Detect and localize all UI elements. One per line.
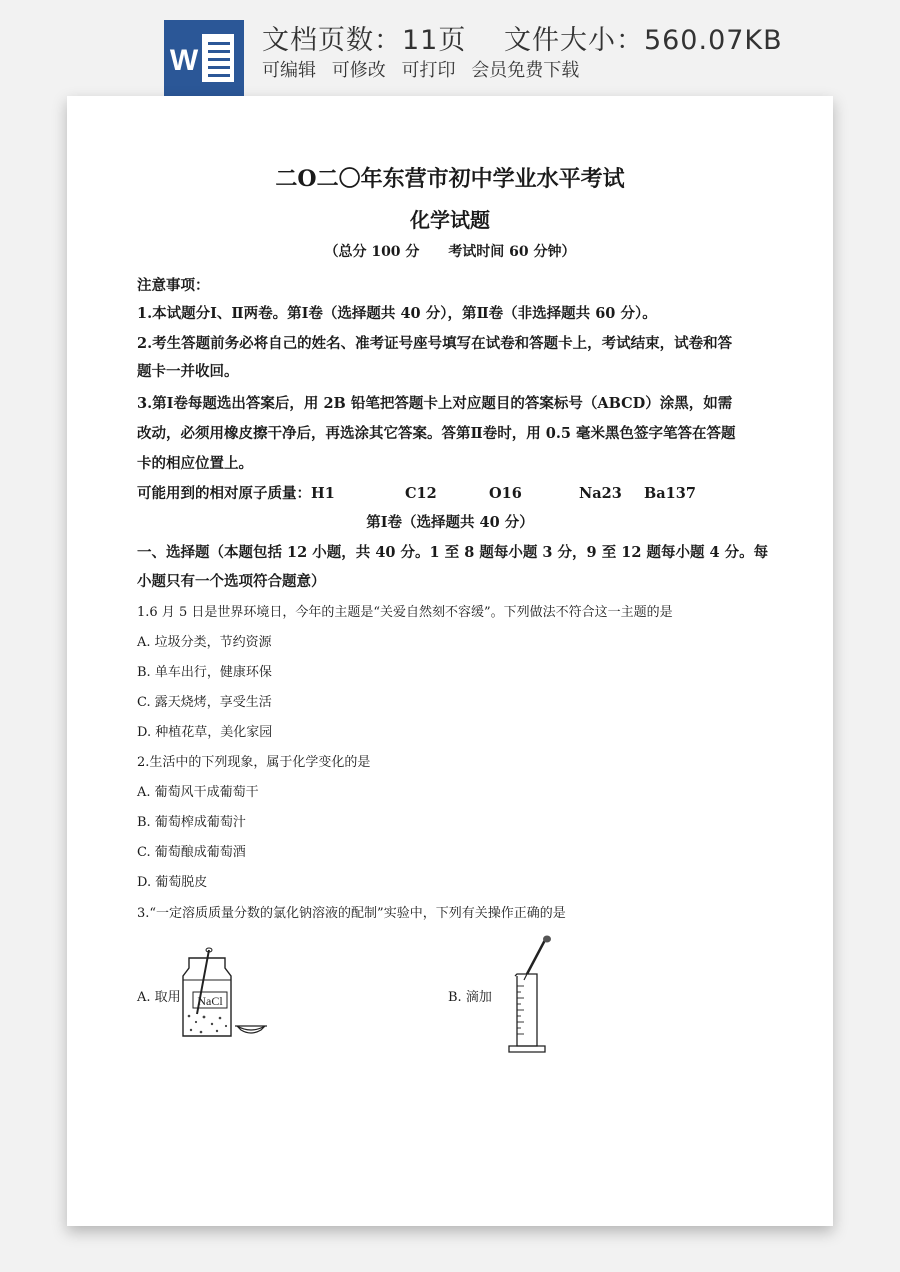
total-score: （总分 100 分 <box>324 244 420 260</box>
question-1-option-a: A. 垃圾分类，节约资源 <box>137 635 272 650</box>
notice-heading: 注意事项： <box>137 277 210 294</box>
feature-printable: 可打印 <box>401 60 456 81</box>
exam-subtitle: 化学试题 <box>410 208 490 232</box>
feature-editable: 可编辑 <box>262 60 316 81</box>
notice-line: 卡的相应位置上。 <box>137 455 253 472</box>
notice-line: 改动，必须用橡皮擦干净后，再选涂其它答案。答第Ⅱ卷时，用 0.5 毫米黑色签字笔答在答题 <box>137 425 736 442</box>
download-banner <box>0 0 900 100</box>
atomic-label: 可能用到的相对原子质量：H1 <box>137 485 335 502</box>
word-icon-letter: W <box>169 44 199 77</box>
question-1-option-d: D. 种植花草，美化家园 <box>137 725 273 740</box>
file-size: 文件大小：560.07KB <box>503 25 783 56</box>
question-3-option-b: B. 滴加 <box>448 990 492 1005</box>
question-2-option-c: C. 葡萄酿成葡萄酒 <box>137 845 246 860</box>
question-1-option-c: C. 露天烧烤，享受生活 <box>137 695 272 710</box>
question-2-option-a: A. 葡萄风干成葡萄干 <box>137 785 259 800</box>
part-one-instructions: 小题只有一个选项符合题意） <box>137 573 326 590</box>
feature-modifiable: 可修改 <box>331 60 386 81</box>
page-count: 文档页数：11页 <box>262 25 467 56</box>
notice-line: 3.第Ⅰ卷每题选出答案后，用 2B 铅笔把答题卡上对应题目的答案标号（ABCD）涂黑，如需 <box>137 395 733 412</box>
graduated-cylinder-figure <box>507 934 567 1059</box>
feature-list <box>262 56 589 82</box>
question-3-option-a: A. 取用 <box>137 990 181 1005</box>
question-1-stem: 1.6 月 5 日是世界环境日，今年的主题是“关爱自然刻不容缓”。下列做法不符合这一主题的是 <box>137 605 673 620</box>
jar-label: NaCl <box>197 994 223 1008</box>
question-3-stem: 3.“一定溶质质量分数的氯化钠溶液的配制”实验中，下列有关操作正确的是 <box>137 906 566 921</box>
notice-line: 1.本试题分Ⅰ、Ⅱ两卷。第Ⅰ卷（选择题共 40 分），第Ⅱ卷（非选择题共 60 分）。 <box>137 305 657 322</box>
question-1-option-b: B. 单车出行，健康环保 <box>137 665 272 680</box>
section-title: 第Ⅰ卷（选择题共 40 分） <box>366 514 534 531</box>
question-2-stem: 2.生活中的下列现象，属于化学变化的是 <box>137 755 371 770</box>
notice-line: 2.考生答题前务必将自己的姓名、准考证号座号填写在试卷和答题卡上，考试结束，试卷和答 <box>137 335 733 352</box>
exam-time: 考试时间 60 分钟） <box>448 244 576 260</box>
part-one-instructions: 一、选择题（本题包括 12 小题，共 40 分。1 至 8 题每小题 3 分，9 至 12 题每小题 4 分。每 <box>137 544 769 561</box>
document-page <box>67 96 833 1226</box>
word-document-icon <box>164 20 244 96</box>
exam-title: 二O二〇年东营市初中学业水平考试 <box>275 166 625 192</box>
feature-member-download: 会员免费下载 <box>471 60 580 81</box>
atomic-na: Na23 <box>579 485 622 502</box>
atomic-c: C12 <box>405 485 437 502</box>
file-info <box>262 18 811 57</box>
atomic-masses <box>137 482 696 503</box>
atomic-ba: Ba137 <box>644 485 696 502</box>
question-2-option-d: D. 葡萄脱皮 <box>137 875 208 890</box>
reagent-jar-figure <box>179 946 269 1041</box>
atomic-o: O16 <box>489 485 522 502</box>
exam-meta <box>67 241 833 261</box>
notice-line: 题卡一并收回。 <box>137 363 239 380</box>
question-2-option-b: B. 葡萄榨成葡萄汁 <box>137 815 246 830</box>
